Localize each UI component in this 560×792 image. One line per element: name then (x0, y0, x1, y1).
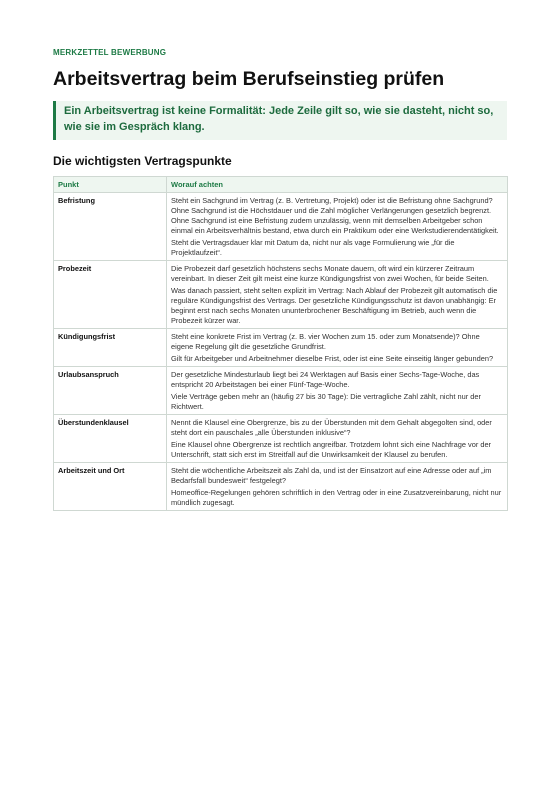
description-paragraph: Steht die Vertragsdauer klar mit Datum da, nicht nur als vage Formulierung wie „für die Projektlaufzeit“. (171, 238, 455, 257)
row-term: Probezeit (54, 261, 167, 329)
description-paragraph: Homeoffice-Regelungen gehören schriftlich in den Vertrag oder in eine Zusatzvereinbarung, nicht nur mündlich zugesagt. (171, 488, 502, 507)
table-row (54, 463, 508, 511)
description-paragraph: Was danach passiert, steht selten explizit im Vertrag: Nach Ablauf der Probezeit gilt automatisch die reguläre Kündigungsfrist des Vertrags. Der gesetzliche Kündigungsschutz ist davon unabhängig: Er beginnt erst nach sechs Monaten ununterbrochener Beschäftigung im Betrieb, auch wenn die Probezeit kürzer war. (171, 286, 498, 325)
row-term: Kündigungsfrist (54, 329, 167, 367)
row-description (167, 367, 508, 415)
description-paragraph: Eine Klausel ohne Obergrenze ist rechtlich angreifbar. Trotzdem lohnt sich eine Nachfrage vor der Unterschrift, statt sich erst im Streitfall auf die Unwirksamkeit der Klausel zu berufen. (171, 440, 492, 459)
section-heading: Die wichtigsten Vertragspunkte (53, 154, 232, 168)
row-term: Urlaubsanspruch (54, 367, 167, 415)
description-paragraph: Nennt die Klausel eine Obergrenze, bis zu der Überstunden mit dem Gehalt abgegolten sind, oder steht dort ein pauschales „alle Überstunden inklusive“? (171, 418, 492, 437)
description-paragraph: Steht eine konkrete Frist im Vertrag (z. B. vier Wochen zum 15. oder zum Monatsende)? Ohne eigene Regelung gilt die gesetzliche Grundfrist. (171, 332, 480, 351)
page-title: Arbeitsvertrag beim Berufseinstieg prüfen (53, 68, 445, 90)
description-paragraph: Viele Verträge geben mehr an (häufig 27 bis 30 Tage): Die vertragliche Zahl zählt, nicht nur der Richtwert. (171, 392, 481, 411)
column-header-point: Punkt (54, 177, 167, 193)
description-paragraph: Gilt für Arbeitgeber und Arbeitnehmer dieselbe Frist, oder ist eine Seite einseitig länger gebunden? (171, 354, 494, 363)
contract-points-table (53, 176, 508, 511)
document-kicker: MERKZETTEL BEWERBUNG (53, 48, 167, 57)
row-term: Arbeitszeit und Ort (54, 463, 167, 511)
row-term: Befristung (54, 193, 167, 261)
description-paragraph: Steht ein Sachgrund im Vertrag (z. B. Vertretung, Projekt) oder ist die Befristung ohne Sachgrund? Ohne Sachgrund ist die Höchstdauer und die Zahl möglicher Verlängerungen gesetzlich begrenzt. Ohne Sachgrund ist eine Befristung zudem unzulässig, wenn mit demselben Arbeitgeber schon einmal ein Arbeitsverhältnis bestand, etwa durch ein Praktikum oder eine Werkstudierendentätigkeit. (171, 196, 499, 235)
table-header-row (54, 177, 508, 193)
column-header-check: Worauf achten (167, 177, 508, 193)
description-paragraph: Die Probezeit darf gesetzlich höchstens sechs Monate dauern, oft wird ein kürzerer Zeitraum vereinbart. In dieser Zeit gilt meist eine kurze Kündigungsfrist von zwei Wochen, für beide Seiten. (171, 264, 489, 283)
row-description (167, 463, 508, 511)
table-row (54, 329, 508, 367)
row-description (167, 415, 508, 463)
row-description (167, 329, 508, 367)
row-description (167, 261, 508, 329)
key-message-callout: Ein Arbeitsvertrag ist keine Formalität: Jede Zeile gilt so, wie sie dasteht, nicht so, wie sie im Gespräch klang. (53, 101, 507, 140)
table-row (54, 261, 508, 329)
table-row (54, 415, 508, 463)
table-row (54, 193, 508, 261)
row-term: Überstundenklausel (54, 415, 167, 463)
description-paragraph: Der gesetzliche Mindesturlaub liegt bei 24 Werktagen auf Basis einer Sechs-Tage-Woche, das entspricht 20 Arbeitstagen bei einer Fünf-Tage-Woche. (171, 370, 480, 389)
row-description (167, 193, 508, 261)
table-row (54, 367, 508, 415)
description-paragraph: Steht die wöchentliche Arbeitszeit als Zahl da, und ist der Einsatzort auf eine Adresse oder auf „im Bedarfsfall bundesweit“ festgelegt? (171, 466, 492, 485)
